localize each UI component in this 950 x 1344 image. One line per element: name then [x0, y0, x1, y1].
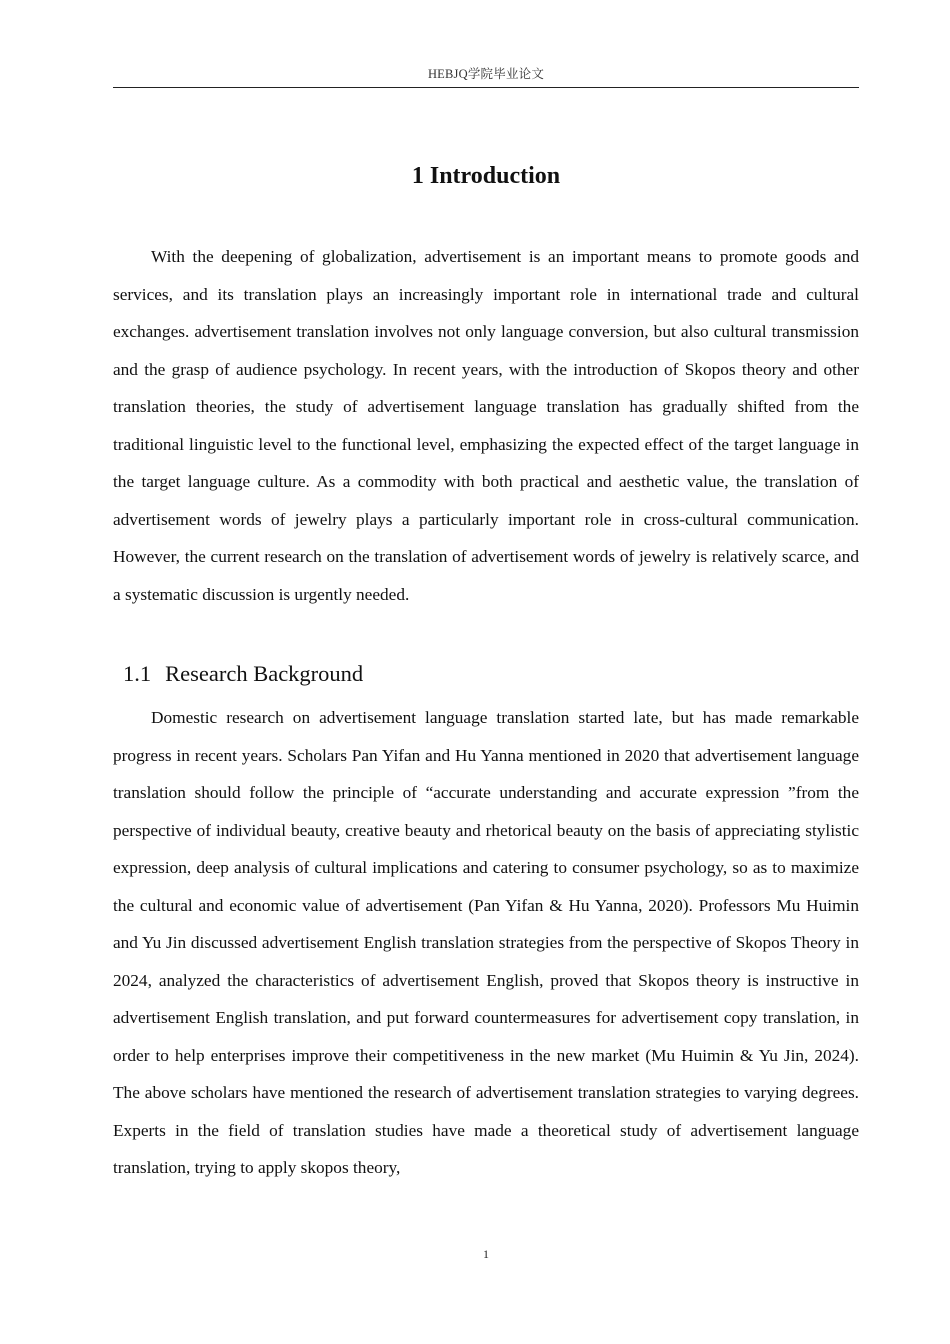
section-heading	[123, 656, 363, 692]
running-header: HEBJQ学院毕业论文	[427, 67, 545, 81]
section-title: Research Background	[165, 661, 364, 686]
intro-paragraph: With the deepening of globalization, advertisement is an important means to promote goods and services, and its translation plays an increasingly important role in international trade and cultural exchanges. advertisement translation involves not only language conversion, but also cultural transmission and the grasp of audience psychology. In recent years, with the introduction of Skopos theory and other translation theories, the study of advertisement language translation has gradually shifted from the traditional linguistic level to the functional level, emphasizing the expected effect of the target language in the target language culture. As a commodity with both practical and aesthetic value, the translation of advertisement words of jewelry plays a particularly important role in cross-cultural communication. However, the current research on the translation of advertisement words of jewelry is relatively scarce, and a systematic discussion is urgently needed.	[113, 247, 859, 604]
header-divider	[113, 87, 859, 88]
chapter-title: 1 Introduction	[411, 163, 561, 189]
background-paragraph: Domestic research on advertisement language translation started late, but has made remarkable progress in recent years. Scholars Pan Yifan and Hu Yanna mentioned in 2020 that advertisement language translation should follow the principle of “accurate understanding and accurate expression ”from the perspective of individual beauty, creative beauty and rhetorical beauty on the basis of appreciating stylistic expression, deep analysis of cultural implications and catering to consumer psychology, so as to maximize the cultural and economic value of advertisement (Pan Yifan & Hu Yanna, 2020). Professors Mu Huimin and Yu Jin discussed advertisement English translation strategies from the perspective of Skopos Theory in 2024, analyzed the characteristics of advertisement English, proved that Skopos theory is instructive in advertisement English translation, and put forward countermeasures for advertisement copy translation, in order to help enterprises improve their competitiveness in the new market (Mu Huimin & Yu Jin, 2024). The above scholars have mentioned the research of advertisement translation strategies to varying degrees. Experts in the field of translation studies have made a theoretical study of advertisement language translation, trying to apply skopos theory,	[113, 708, 859, 1177]
section-number: 1.1	[123, 661, 152, 686]
page-number: 1	[483, 1247, 489, 1261]
